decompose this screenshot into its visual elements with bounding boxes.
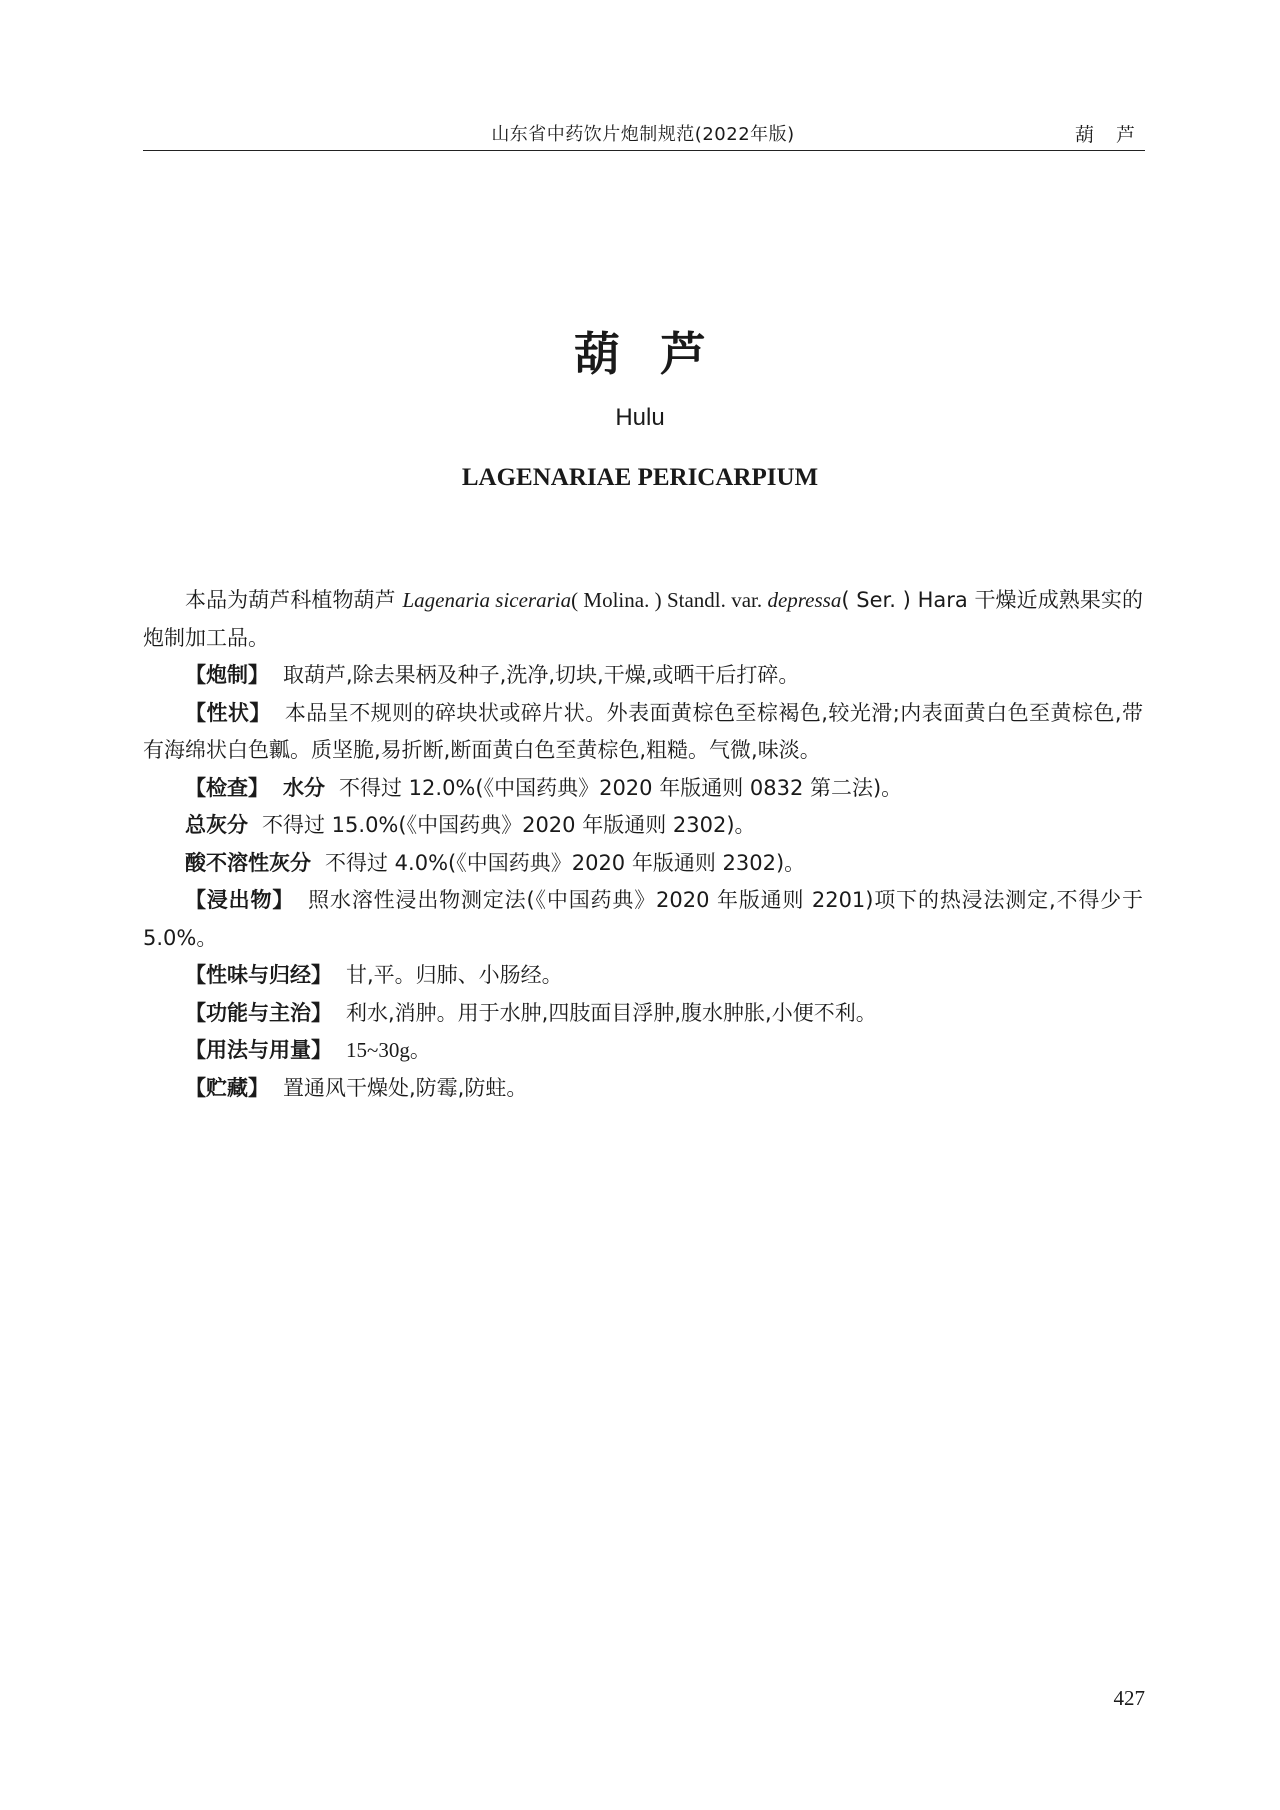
section-name: 葫 芦: [1074, 124, 1143, 146]
usage-paragraph: [143, 1032, 1143, 1070]
intro-part2: ( Molina. ) Standl. var.: [571, 588, 768, 612]
storage-label: 【贮藏】: [185, 1075, 269, 1100]
running-header: [143, 112, 1143, 152]
extract-paragraph: [143, 882, 1143, 957]
storage-text: 置通风干燥处,防霉,防蛀。: [283, 1075, 528, 1100]
species-name: Lagenaria siceraria: [402, 588, 572, 612]
description-text: 本品呈不规则的碎块状或碎片状。外表面黄棕色至棕褐色,较光滑;内表面黄白色至黄棕色,带有海绵状白色瓤。质坚脆,易折断,断面黄白色至黄棕色,粗糙。气微,味淡。: [143, 700, 1143, 762]
water-text: 不得过 12.0%(《中国药典》2020 年版通则 0832 第二法)。: [339, 775, 903, 800]
total-ash-text: 不得过 15.0%(《中国药典》2020 年版通则 2302)。: [262, 813, 756, 837]
monograph-body: [143, 582, 1143, 1107]
processing-text: 取葫芦,除去果柄及种子,洗净,切块,干燥,或晒干后打碎。: [283, 663, 800, 687]
latin-name: LAGENARIAE PERICARPIUM: [461, 464, 819, 491]
nature-label: 【性味与归经】: [185, 963, 332, 987]
variety-name: depressa: [767, 588, 842, 612]
inspection-paragraph: [143, 770, 1143, 808]
intro-paragraph: [143, 582, 1143, 657]
usage-text: 15~30g。: [346, 1038, 431, 1062]
header-rule: [143, 150, 1145, 151]
inspection-label: 【检查】: [185, 775, 269, 800]
description-label: 【性状】: [185, 700, 271, 725]
total-ash-line: [143, 807, 1143, 845]
water-label: 水分: [283, 775, 325, 800]
nature-paragraph: [143, 957, 1143, 995]
usage-label: 【用法与用量】: [185, 1038, 332, 1062]
book-title: 山东省中药饮片炮制规范(2022年版): [491, 124, 795, 145]
function-paragraph: [143, 995, 1143, 1033]
monograph-title: 葫芦: [574, 327, 746, 381]
description-paragraph: [143, 695, 1143, 770]
total-ash-label: 总灰分: [185, 813, 248, 837]
nature-text: 甘,平。归肺、小肠经。: [346, 963, 563, 987]
page-number: 427: [1113, 1686, 1145, 1710]
processing-paragraph: [143, 657, 1143, 695]
storage-paragraph: [143, 1070, 1143, 1108]
extract-label: 【浸出物】: [185, 888, 295, 912]
extract-text: 照水溶性浸出物测定法(《中国药典》2020 年版通则 2201)项下的热浸法测定,不得少于 5.0%。: [143, 888, 1143, 950]
function-label: 【功能与主治】: [185, 1000, 332, 1025]
processing-label: 【炮制】: [185, 663, 269, 687]
pinyin-name: Hulu: [615, 404, 665, 431]
acid-ash-line: [143, 845, 1143, 883]
acid-ash-label: 酸不溶性灰分: [185, 850, 311, 875]
function-text: 利水,消肿。用于水肿,四肢面目浮肿,腹水肿胀,小便不利。: [346, 1000, 877, 1025]
acid-ash-text: 不得过 4.0%(《中国药典》2020 年版通则 2302)。: [325, 850, 806, 875]
intro-part1: 本品为葫芦科植物葫芦: [185, 588, 403, 612]
intro-part3: ( Ser. ) Hara 干燥近成熟果实的炮制加工品。: [143, 588, 1143, 650]
